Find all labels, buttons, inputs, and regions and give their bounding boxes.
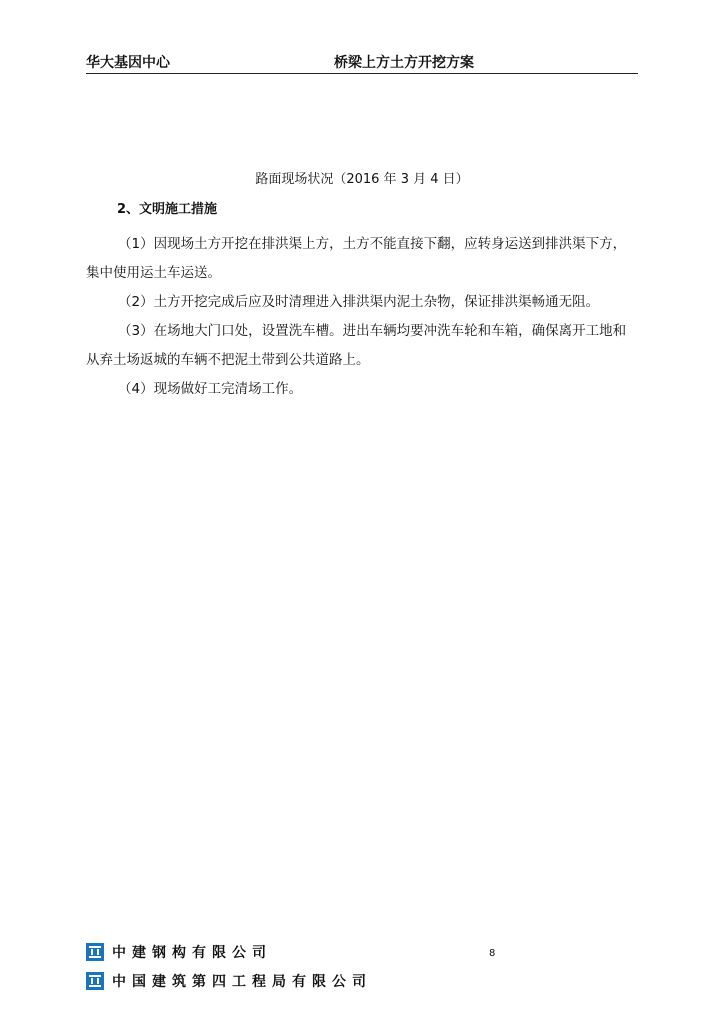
header-document-title: 桥梁上方土方开挖方案 (334, 55, 474, 71)
paragraph-3 (86, 317, 638, 375)
footer-logos (86, 940, 372, 998)
page-number: 8 (489, 948, 496, 959)
cscec-logo-icon (86, 943, 104, 961)
figure-caption: 路面现场状况（2016 年 3 月 4 日） (255, 172, 469, 187)
paragraph-3-text: （3）在场地大门口处，设置洗车槽。进出车辆均要冲洗车轮和车箱，确保离开工地和从弃土场返城的车辆不把泥土带到公共道路上。 (86, 323, 627, 368)
paragraph-2 (86, 288, 638, 317)
header-project-name: 华大基因中心 (86, 55, 170, 71)
paragraph-1 (86, 230, 638, 288)
paragraph-1-text: （1）因现场土方开挖在排洪渠上方，土方不能直接下翻，应转身运送到排洪渠下方，集中使用运土车运送。 (86, 236, 627, 281)
paragraph-4 (86, 375, 638, 404)
footer-company-1 (86, 940, 372, 964)
paragraph-2-text: （2）土方开挖完成后应及时清理进入排洪渠内泥土杂物，保证排洪渠畅通无阻。 (118, 294, 600, 310)
footer-company-2-name: 中国建筑第四工程局有限公司 (112, 974, 372, 990)
cscec-logo-icon (86, 972, 104, 990)
footer-company-2 (86, 969, 372, 993)
section-heading: 2、文明施工措施 (117, 202, 218, 217)
paragraph-4-text: （4）现场做好工完清场工作。 (118, 381, 303, 397)
footer-company-1-name: 中建钢构有限公司 (112, 945, 272, 961)
page-header (86, 51, 638, 74)
